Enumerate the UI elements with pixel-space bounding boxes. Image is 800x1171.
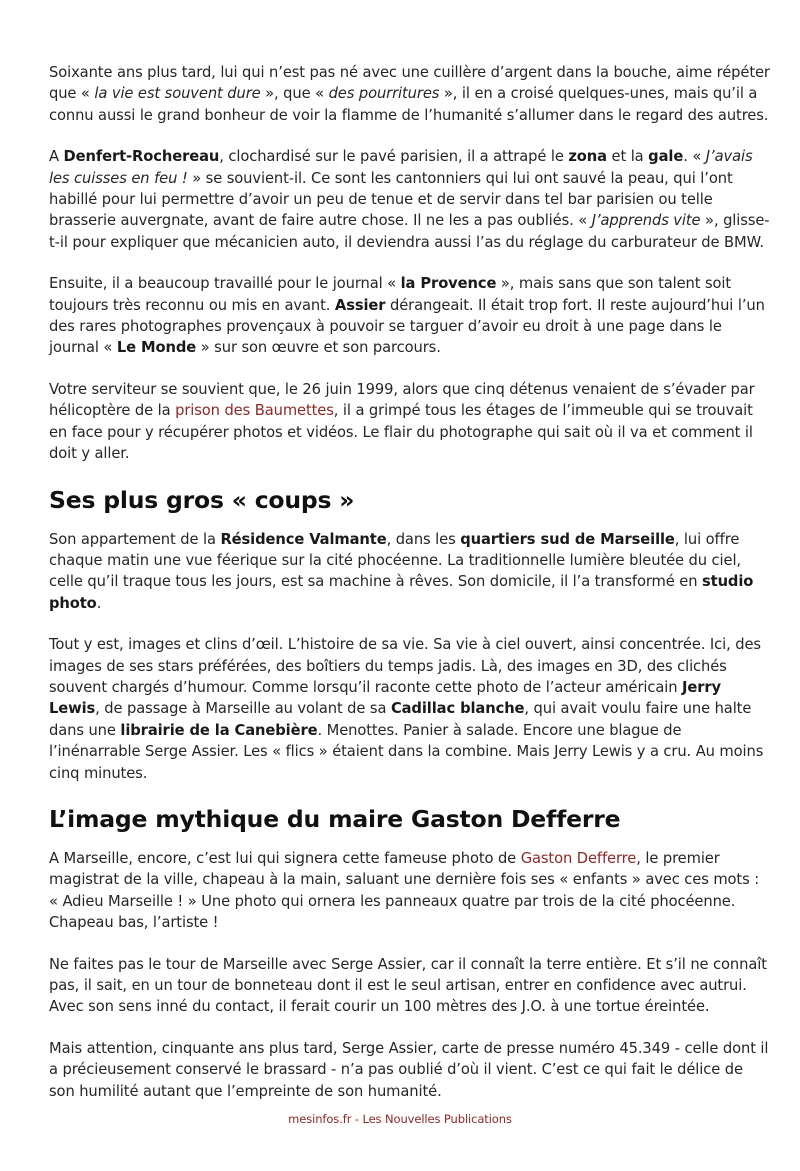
link-prison-des-baumettes[interactable]: prison des Baumettes [175,402,334,420]
paragraph-provence: Ensuite, il a beaucoup travaillé pour le journal « la Provence », mais sans que son talent soit toujours très reconnu ou mis en avant. Assier dérangeait. Il était trop fort. Il reste aujourd’hui l’un des rares photographes provençaux à pouvoir se targuer d’avoir eu droit à une page dans le journal « Le Monde » sur son œuvre et son parcours. [49,275,765,357]
bold-studio-photo: studio photo [49,573,754,612]
link-gaston-defferre[interactable]: Gaston Defferre [520,849,637,867]
bold-librairie-canebiere: librairie de la Canebière [120,721,318,739]
quote-apprends-vite: J’apprends vite [591,212,701,230]
paragraph-residence: Son appartement de la Résidence Valmante, dans les quartiers sud de Marseille, lui offre chaque matin une vue féerique sur la cité phocéenne. La traditionnelle lumière bleutée du ciel, celle qu’il traque tous les jours, est sa machine à rêves. Son domicile, il l’a transformé en studio photo. [49,530,754,612]
heading-gros-coups: Ses plus gros « coups » [49,485,355,514]
bold-quartiers-sud: quartiers sud de Marseille [460,530,675,548]
bold-jerry-lewis: Jerry Lewis [49,678,722,718]
paragraph-intro: Soixante ans plus tard, lui qui n’est pas né avec une cuillère d’argent dans la bouche, aime répéter que « la vie est souvent dure », que « des pourritures », il en a croisé quelques-unes, mais qu’il a connu aussi le grand bonheur de voir la flamme de l’humanité s’allumer dans le regard des autres. [49,64,770,124]
bold-le-monde: Le Monde [116,339,197,357]
bold-residence-valmante: Résidence Valmante [220,530,387,548]
paragraph-carte-presse: Mais attention, cinquante ans plus tard, Serge Assier, carte de presse numéro 45.349 - celle dont il a précieusement conservé le brassard - n’a pas oublié d’où il vient. C’est ce qui fait le délice de son humilité autant que l’empreinte de son humanité. [49,1039,769,1100]
quote-vie-dure: la vie est souvent dure [94,85,261,103]
bold-denfert-rochereau: Denfert-Rochereau [63,148,220,166]
paragraph-baumettes: Votre serviteur se souvient que, le 26 juin 1999, alors que cinq détenus venaient de s’évader par hélicoptère de la prison des Baumettes, il a grimpé tous les étages de l’immeuble qui se trouvait en face pour y récupérer photos et vidéos. Le flair du photographe qui sait où il va et comment il doit y aller. [49,380,755,463]
page-footer: mesinfos.fr - Les Nouvelles Publications [288,1112,512,1126]
bold-assier: Assier [334,296,386,314]
bold-cadillac-blanche: Cadillac blanche [390,700,525,718]
quote-cuisses-en-feu: J’avais les cuisses en feu ! [49,148,753,187]
paragraph-tour-marseille: Ne faites pas le tour de Marseille avec Serge Assier, car il connaît la terre entière. Et s’il ne connaît pas, il sait, en un tour de bonneteau dont il est le seul artisan, entrer en confidence avec autrui. Avec son sens inné du contact, il ferait courir un 100 mètres des J.O. à une tortue éreintée. [49,955,767,1016]
bold-la-provence: la Provence [400,275,497,293]
paragraph-denfert: A Denfert-Rochereau, clochardisé sur le pavé parisien, il a attrapé le zona et la gale. « J’avais les cuisses en feu ! » se souvient-il. Ce sont les cantonniers qui lui ont sauvé la peau, qui l’ont habillé pour lui permettre d’avoir un peu de tenue et de servir dans tel bar parisien ou telle brasserie auvergnate, avant de faire autre chose. Il ne les a pas oubliés. « J’apprends vite », glisse-t-il pour expliquer que mécanicien auto, il deviendra aussi l’as du réglage du carburateur de BMW. [49,148,770,251]
quote-pourritures: des pourritures [328,85,440,103]
paragraph-jerry-lewis: Tout y est, images et clins d’œil. L’histoire de sa vie. Sa vie à ciel ouvert, ainsi concentrée. Ici, des images de ses stars préférées, des boîtiers du temps jadis. Là, des images en 3D, des clichés souvent chargés d’humour. Comme lorsqu’il raconte cette photo de l’acteur américain Jerry Lewis, de passage à Marseille au volant de sa Cadillac blanche, qui avait voulu faire une halte dans une librairie de la Canebière. Menottes. Panier à salade. Encore une blague de l’inénarrable Serge Assier. Les « flics » étaient dans la combine. Mais Jerry Lewis y a cru. Au moins cinq minutes. [49,636,764,782]
bold-zona: zona [568,148,607,166]
heading-gaston-defferre: L’image mythique du maire Gaston Defferre [49,804,621,833]
paragraph-defferre: A Marseille, encore, c’est lui qui signera cette fameuse photo de Gaston Defferre, le premier magistrat de la ville, chapeau à la main, saluant une dernière fois ses « enfants » avec ces mots : « Adieu Marseille ! » Une photo qui ornera les panneaux quatre par trois de la cité phocéenne. Chapeau bas, l’artiste ! [49,849,760,932]
bold-gale: gale [648,148,684,166]
